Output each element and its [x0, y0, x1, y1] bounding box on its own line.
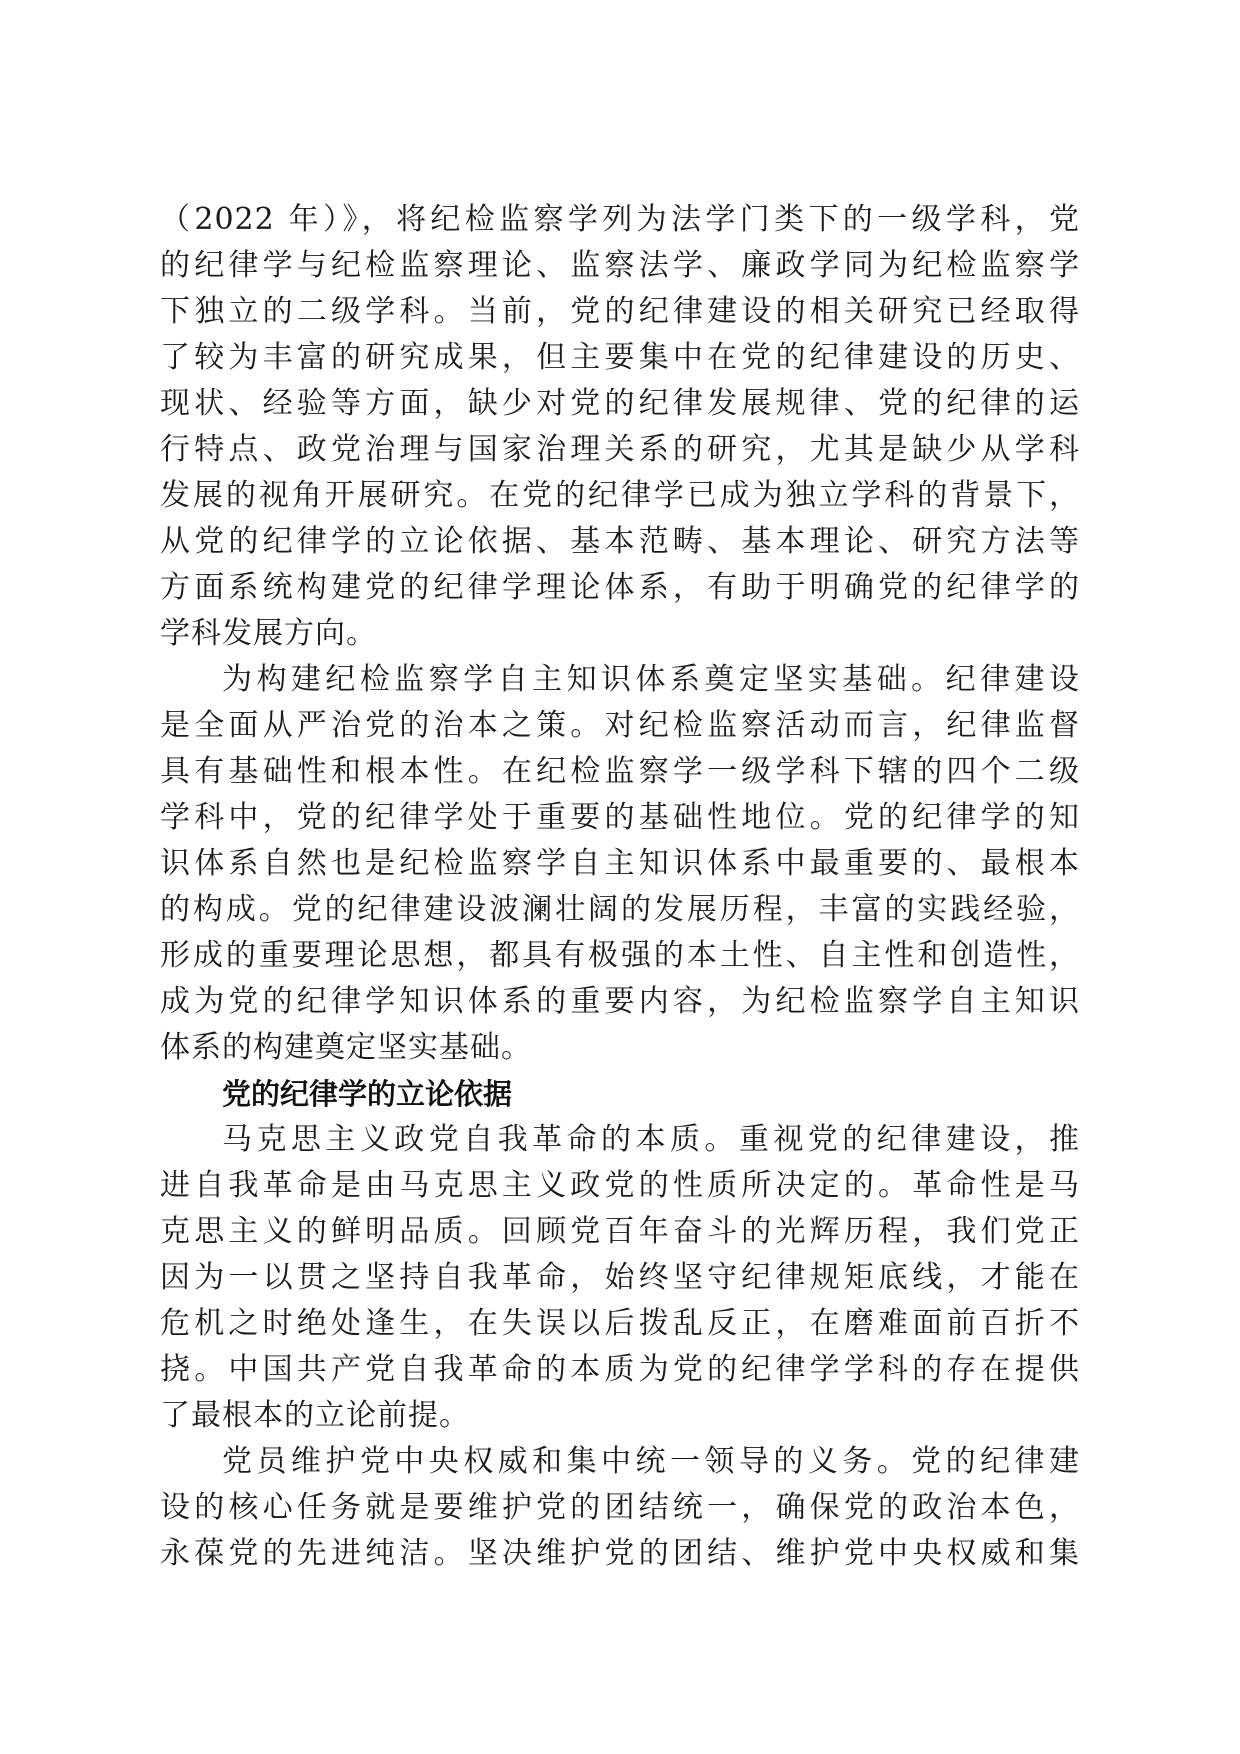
text-line: （2022 年）》，将纪检监察学列为法学门类下的一级学科，党 [160, 202, 1080, 237]
section-heading: 党的纪律学的立论依据 [222, 1077, 513, 1111]
text-line: 从党的纪律学的立论依据、基本范畴、基本理论、研究方法等 [160, 524, 1080, 559]
text-line: 发展的视角开展研究。在党的纪律学已成为独立学科的背景下， [160, 478, 1080, 513]
text-line: 的纪律学与纪检监察理论、监察法学、廉政学同为纪检监察学 [160, 248, 1080, 283]
paragraph-3 [160, 1117, 1080, 1439]
text-line: 克思主义的鲜明品质。回顾党百年奋斗的光辉历程，我们党正 [160, 1214, 1080, 1249]
text-line: 因为一以贯之坚持自我革命，始终坚守纪律规矩底线，才能在 [160, 1260, 1080, 1295]
text-line: 具有基础性和根本性。在纪检监察学一级学科下辖的四个二级 [160, 754, 1080, 789]
text-line: 方面系统构建党的纪律学理论体系，有助于明确党的纪律学的 [160, 570, 1080, 605]
paragraph-4 [160, 1439, 1080, 1577]
text-line: 行特点、政党治理与国家治理关系的研究，尤其是缺少从学科 [160, 432, 1080, 467]
text-line: 进自我革命是由马克思主义政党的性质所决定的。革命性是马 [160, 1168, 1080, 1203]
text-line: 是全面从严治党的治本之策。对纪检监察活动而言，纪律监督 [160, 708, 1080, 743]
text-line: 了最根本的立论前提。 [160, 1398, 470, 1433]
text-line: 学科中，党的纪律学处于重要的基础性地位。党的纪律学的知 [160, 800, 1080, 835]
paragraph-1 [160, 197, 1080, 657]
paragraph-2 [160, 657, 1080, 1071]
text-line: 形成的重要理论思想，都具有极强的本土性、自主性和创造性， [160, 938, 1080, 973]
document-page [160, 197, 1080, 1577]
text-line: 党员维护党中央权威和集中统一领导的义务。党的纪律建 [222, 1444, 1080, 1479]
text-line: 永葆党的先进纯洁。坚决维护党的团结、维护党中央权威和集 [160, 1536, 1080, 1571]
text-line: 体系的构建奠定坚实基础。 [160, 1030, 532, 1065]
text-line: 设的核心任务就是要维护党的团结统一，确保党的政治本色， [160, 1490, 1080, 1525]
text-line: 下独立的二级学科。当前，党的纪律建设的相关研究已经取得 [160, 294, 1080, 329]
text-line: 现状、经验等方面，缺少对党的纪律发展规律、党的纪律的运 [160, 386, 1080, 421]
text-line: 危机之时绝处逢生，在失误以后拨乱反正，在磨难面前百折不 [160, 1306, 1080, 1341]
text-line: 的构成。党的纪律建设波澜壮阔的发展历程，丰富的实践经验， [160, 892, 1080, 927]
text-line: 成为党的纪律学知识体系的重要内容，为纪检监察学自主知识 [160, 984, 1080, 1019]
text-line: 挠。中国共产党自我革命的本质为党的纪律学学科的存在提供 [160, 1352, 1080, 1387]
text-line: 识体系自然也是纪检监察学自主知识体系中最重要的、最根本 [160, 846, 1080, 881]
text-line: 为构建纪检监察学自主知识体系奠定坚实基础。纪律建设 [222, 662, 1080, 697]
text-line: 马克思主义政党自我革命的本质。重视党的纪律建设，推 [222, 1122, 1080, 1157]
text-line: 学科发展方向。 [160, 616, 377, 651]
text-line: 了较为丰富的研究成果，但主要集中在党的纪律建设的历史、 [160, 340, 1080, 375]
